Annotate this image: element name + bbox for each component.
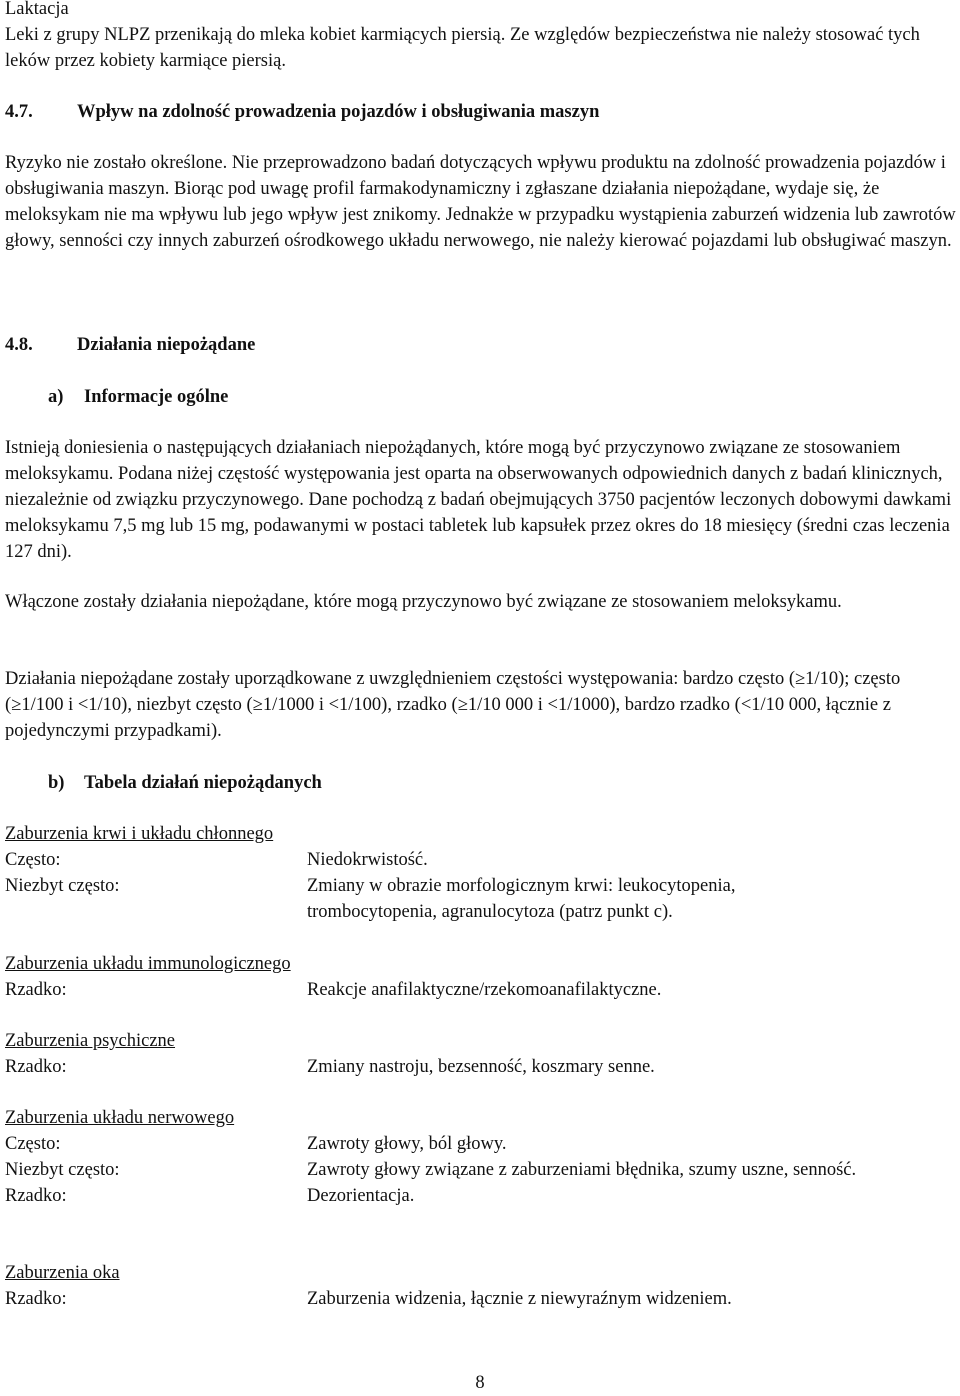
effect-text: Zawroty głowy, ból głowy.: [307, 1134, 507, 1154]
section-4-7-text: [5, 150, 957, 254]
section-title: Działania niepożądane: [77, 335, 256, 355]
subsection-b-heading: [5, 770, 960, 796]
group-title: Zaburzenia układu nerwowego: [5, 1108, 235, 1128]
frequency-label: Niezbyt często:: [5, 1160, 120, 1180]
adverse-row: [5, 1054, 957, 1080]
lactation-section: [5, 0, 957, 74]
effect-text: Reakcje anafilaktyczne/rzekomoanafilaktyczne.: [307, 980, 662, 1000]
frequency-label: Niezbyt często:: [5, 876, 120, 896]
adverse-row: [5, 847, 957, 873]
paragraph-text: Działania niepożądane zostały uporządkowane z uwzględnieniem częstości występowania: bardzo często (≥1/10); często (≥1/100 i <1/10), niezbyt często (≥1/1000 i <1/100), rzadko (≥1/10 000 i <1/1000), bardzo rzadko (<1/10 000, łącznie z pojedynczymi przypadkami).: [5, 669, 901, 741]
adverse-row: [5, 873, 957, 925]
effect-text: Zaburzenia widzenia, łącznie z niewyraźnym widzeniem.: [307, 1289, 732, 1309]
section-number: 4.7.: [5, 102, 33, 122]
section-4-7-heading: [5, 99, 957, 125]
frequency-label: Często:: [5, 850, 61, 870]
lactation-title: Laktacja: [5, 0, 69, 19]
section-title: Wpływ na zdolność prowadzenia pojazdów i obsługiwania maszyn: [77, 102, 600, 122]
adverse-row: [5, 977, 957, 1003]
subsection-title: Tabela działań niepożądanych: [84, 773, 322, 793]
frequency-label: Rzadko:: [5, 980, 67, 1000]
group-title: Zaburzenia układu immunologicznego: [5, 954, 291, 974]
subsection-a-heading: [5, 384, 960, 410]
group-title: Zaburzenia krwi i układu chłonnego: [5, 824, 274, 844]
adverse-row: [5, 1131, 957, 1157]
paragraph-text: Istnieją doniesienia o następujących działaniach niepożądanych, które mogą być przyczynowo związane ze stosowaniem meloksykamu. Podana niżej częstość występowania jest oparta na obserwowanych odpowiednich danych z badań klinicznych, niezależnie od związku przyczynowego. Dane pochodzą z badań obejmujących 3750 pacjentów leczonych dobowymi dawkami meloksykamu 7,5 mg lub 15 mg, podawanymi w postaci tabletek lub kapsułek przez okres do 18 miesięcy (średni czas leczenia 127 dni).: [5, 438, 952, 562]
frequency-label: Rzadko:: [5, 1289, 67, 1309]
adverse-group: [5, 951, 957, 1003]
lactation-text: Leki z grupy NLPZ przenikają do mleka kobiet karmiących piersią. Ze względów bezpieczeństwa nie należy stosować tych leków przez kobiety karmiące piersią.: [5, 25, 920, 71]
effect-text: Zmiany w obrazie morfologicznym krwi: leukocytopenia, trombocytopenia, agranulocytoza (patrz punkt c).: [307, 876, 736, 922]
page-number: 8: [475, 1373, 485, 1393]
subsection-letter: a): [48, 387, 64, 407]
subsection-letter: b): [48, 773, 65, 793]
adverse-row: [5, 1183, 957, 1209]
adverse-group: [5, 1260, 957, 1312]
frequency-label: Rzadko:: [5, 1057, 67, 1077]
adverse-group: [5, 1105, 957, 1209]
adverse-group: [5, 1028, 957, 1080]
effect-text: Dezorientacja.: [307, 1186, 415, 1206]
subsection-title: Informacje ogólne: [84, 387, 229, 407]
group-title: Zaburzenia psychiczne: [5, 1031, 176, 1051]
frequency-label: Często:: [5, 1134, 61, 1154]
section-number: 4.8.: [5, 335, 33, 355]
included-effects-paragraph: [5, 589, 957, 615]
group-title: Zaburzenia oka: [5, 1263, 120, 1283]
frequency-label: Rzadko:: [5, 1186, 67, 1206]
effect-text: Zmiany nastroju, bezsenność, koszmary senne.: [307, 1057, 655, 1077]
adverse-row: [5, 1286, 957, 1312]
frequency-paragraph: [5, 666, 957, 744]
section-4-8-heading: [5, 332, 957, 358]
adverse-group: [5, 821, 957, 925]
effect-text: Zawroty głowy związane z zaburzeniami błędnika, szumy uszne, senność.: [307, 1160, 857, 1180]
effect-text: Niedokrwistość.: [307, 850, 428, 870]
adverse-row: [5, 1157, 957, 1183]
paragraph-text: Włączone zostały działania niepożądane, które mogą przyczynowo być związane ze stosowaniem meloksykamu.: [5, 592, 842, 612]
general-info-paragraph: [5, 435, 957, 565]
section-4-7-paragraph: Ryzyko nie zostało określone. Nie przeprowadzono badań dotyczących wpływu produktu na zdolność prowadzenia pojazdów i obsługiwania maszyn. Biorąc pod uwagę profil farmakodynamiczny i zgłaszane działania niepożądane, wydaje się, że meloksykam nie ma wpływu lub jego wpływ jest znikomy. Jednakże w przypadku wystąpienia zaburzeń widzenia lub zawrotów głowy, senności czy innych zaburzeń ośrodkowego układu nerwowego, nie należy kierować pojazdami lub obsługiwać maszyn.: [5, 153, 956, 251]
